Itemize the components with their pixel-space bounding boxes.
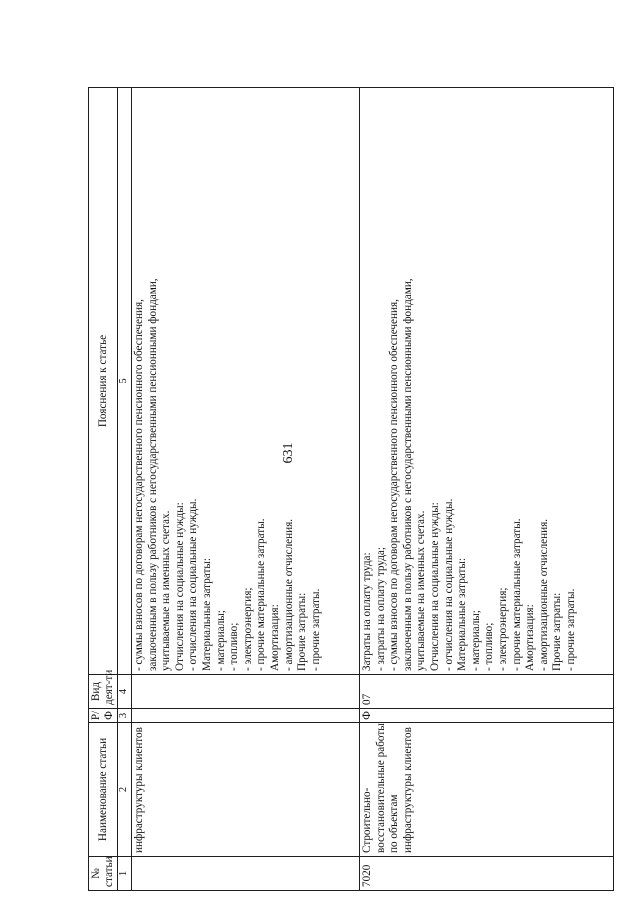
- column-number: 4: [118, 675, 132, 709]
- article-name: Строительно- восстановительные работы по объектам инфраструктуры клиентов: [360, 723, 614, 857]
- table-row: [132, 88, 360, 891]
- articles-table: [88, 87, 614, 891]
- header-activity-type: Вид деят-ти: [89, 675, 118, 709]
- article-activity: 07: [360, 675, 614, 709]
- article-explanation: Затраты на оплату труда: - затраты на оплату труда; - суммы взносов по договорам негосударственного пенсионного обеспечения, заключенным в пользу работников с негосударственными пенсионными фондами, учитываемые на именных счетах. Отчисления на социальные нужды: - отчисления на социальные нужды. Материальные затраты: - материалы; - топливо; - электроэнергия; - прочие материальные затраты. Амортизация: - амортизационные отчисления. Прочие затраты: - прочие затраты.: [360, 88, 614, 675]
- column-number: 2: [118, 723, 132, 857]
- article-rf: [132, 709, 360, 723]
- header-explanations: Пояснения к статье: [89, 88, 118, 675]
- header-article-number: № статьи: [89, 857, 118, 891]
- article-code: 7020: [360, 857, 614, 891]
- article-code: [132, 857, 360, 891]
- header-rf: Р/ Ф: [89, 709, 118, 723]
- article-name: инфраструктуры клиентов: [132, 723, 360, 857]
- table-row: [360, 88, 614, 891]
- article-activity: [132, 675, 360, 709]
- column-number: 3: [118, 709, 132, 723]
- header-article-name: Наименование статьи: [89, 723, 118, 857]
- column-number: 1: [118, 857, 132, 891]
- article-rf: Ф: [360, 709, 614, 723]
- page-number: 631: [281, 442, 296, 464]
- column-numbers-row: [118, 88, 132, 891]
- header-row: [89, 88, 118, 891]
- article-explanation: - суммы взносов по договорам негосударственного пенсионного обеспечения, заключенным в пользу работников с негосударственными пенсионными фондами, учитываемые на именных счетах. Отчисления на социальные нужды: - отчисления на социальные нужды. Материальные затраты: - материалы; - топливо; - электроэнергия; - прочие материальные затраты. Амортизация: - амортизационные отчисления. Прочие затраты: - прочие затраты.: [132, 88, 360, 675]
- column-number: 5: [118, 88, 132, 675]
- rotated-table-container: [88, 87, 612, 891]
